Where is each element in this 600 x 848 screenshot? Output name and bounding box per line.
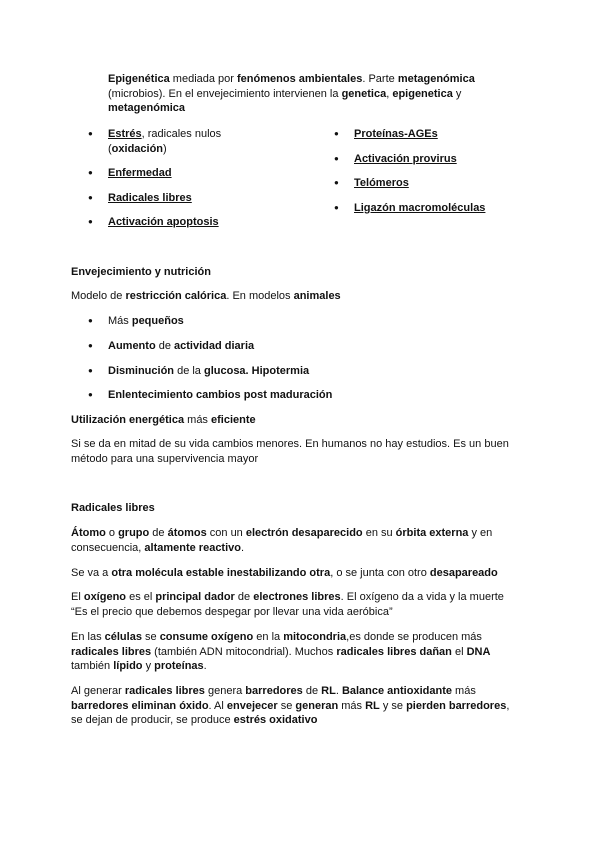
item-pequenos: ● Más pequeños (108, 314, 184, 328)
bullet-provirus: ● Activación provirus (354, 152, 457, 166)
intro-line-3: metagenómica (108, 102, 186, 114)
generar-line-2: barredores eliminan óxido. Al envejecer se generan más RL y se pierden barredores, (71, 700, 510, 712)
utilizacion-line: Utilización energética más eficiente (71, 414, 256, 426)
intro-line-1: Epigenética mediada por fenómenos ambientales. Parte metagenómica (108, 73, 475, 85)
intro-line-2: (microbios). En el envejecimiento intervienen la genetica, epigenetica y (108, 88, 462, 100)
heading-radicales: Radicales libres (71, 502, 155, 514)
bullet-radicales: ● Radicales libres (108, 191, 192, 205)
modelo-line: Modelo de restricción calórica. En modelos animales (71, 290, 341, 302)
generar-line-3: se dejan de producir, se produce estrés oxidativo (71, 714, 318, 726)
bullet-estres: ● Estrés, radicales nulos (108, 127, 221, 141)
bullet-telomeros: ● Telómeros (354, 176, 409, 190)
bullet-ligazon: ● Ligazón macromoléculas (354, 201, 485, 215)
celulas-line-3: también lípido y proteínas. (71, 660, 207, 672)
atomo-line-2: consecuencia, altamente reactivo. (71, 542, 245, 554)
heading-nutricion: Envejecimiento y nutrición (71, 266, 211, 278)
atomo-line-1: Átomo o grupo de átomos con un electrón desaparecido en su órbita externa y en (71, 527, 493, 539)
item-glucosa: ● Disminución de la glucosa. Hipotermia (108, 364, 309, 378)
bullet-enfermedad: ● Enfermedad (108, 166, 172, 180)
si-line-1: Si se da en mitad de su vida cambios menores. En humanos no hay estudios. Es un buen (71, 438, 509, 450)
oxigeno-line-2: “Es el precio que debemos despegar por llevar una vida aeróbica” (71, 606, 393, 618)
item-actividad: ● Aumento de actividad diaria (108, 339, 254, 353)
bullet-estres-cont: (oxidación) (108, 143, 167, 155)
bullet-proteinas: ● Proteínas-AGEs (354, 127, 438, 141)
celulas-line-2: radicales libres (también ADN mitocondrial). Muchos radicales libres dañan el DNA (71, 646, 491, 658)
celulas-line-1: En las células se consume oxígeno en la mitocondria,es donde se producen más (71, 631, 482, 643)
si-line-2: método para una supervivencia mayor (71, 453, 259, 465)
item-enlentecimiento: ● Enlentecimiento cambios post maduración (108, 388, 332, 402)
oxigeno-line-1: El oxígeno es el principal dador de electrones libres. El oxígeno da a vida y la muerte (71, 591, 504, 603)
generar-line-1: Al generar radicales libres genera barredores de RL. Balance antioxidante más (71, 685, 476, 697)
bullet-apoptosis: ● Activación apoptosis (108, 215, 219, 229)
se-va-line: Se va a otra molécula estable inestabilizando otra, o se junta con otro desapareado (71, 567, 498, 579)
